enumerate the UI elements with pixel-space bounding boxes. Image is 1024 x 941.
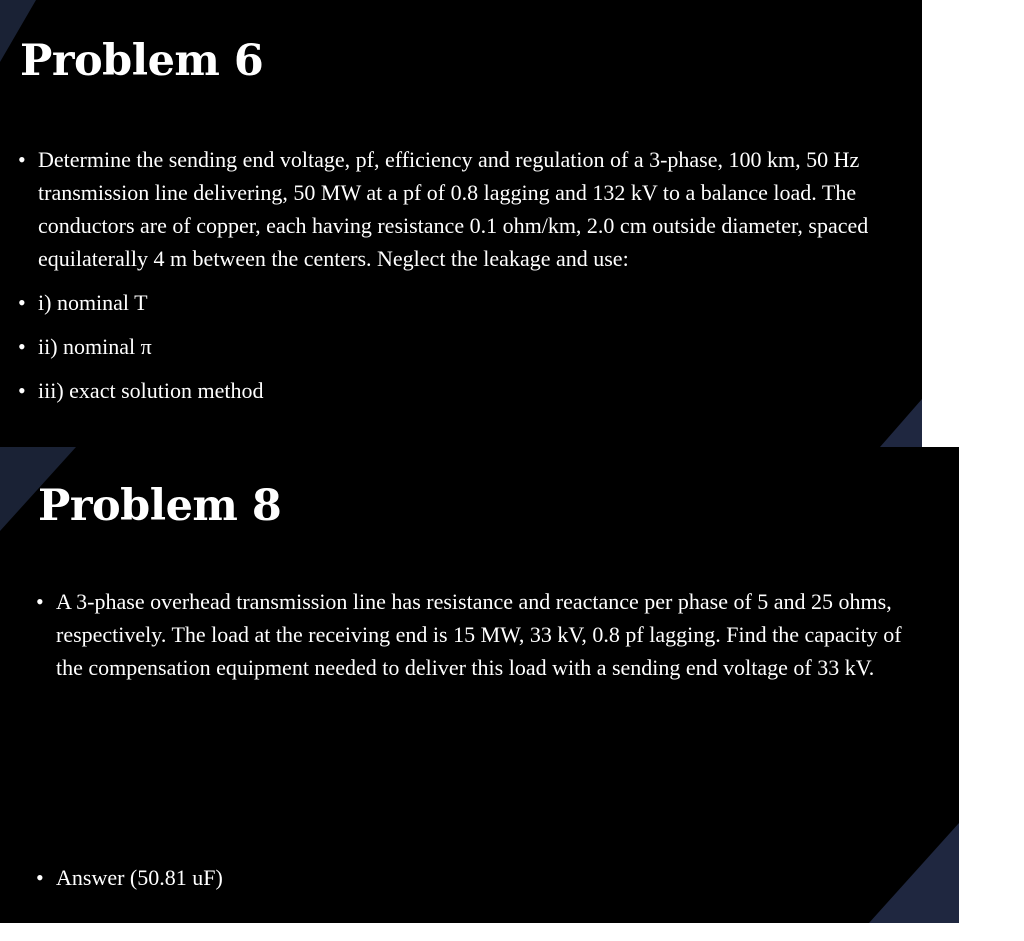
bullet-icon: •	[36, 865, 44, 890]
bullet-text: A 3-phase overhead transmission line has resistance and reactance per phase of 5 and 25 ohms, respectively. The load at the receiving end is 15 MW, 33 kV, 0.8 pf lagging. Find the capacity of the compensation equipment needed to deliver this load with a sending end voltage of 33 kV.	[56, 589, 902, 680]
bullet-text: Determine the sending end voltage, pf, efficiency and regulation of a 3-phase, 100 km, 50 Hz transmission line delivering, 50 MW at a pf of 0.8 lagging and 132 kV to a balance load. The conductors are of copper, each having resistance 0.1 ohm/km, 2.0 cm outside diameter, spaced equilaterally 4 m between the centers. Neglect the leakage and use:	[38, 147, 869, 271]
bullet-icon: •	[18, 290, 26, 315]
bullet-icon: •	[36, 589, 44, 614]
slide-title: Problem 8	[38, 481, 282, 531]
bullet-item	[18, 143, 898, 275]
bullet-icon: •	[18, 147, 26, 172]
bullet-item	[36, 585, 916, 684]
bullet-list	[18, 143, 898, 418]
bullet-item	[18, 330, 898, 363]
slide-title: Problem 6	[20, 36, 264, 86]
answer-item	[36, 861, 456, 894]
slide-problem-6	[0, 0, 922, 447]
bullet-text: i) nominal T	[38, 290, 148, 315]
corner-decoration	[869, 823, 959, 923]
bullet-text: iii) exact solution method	[38, 378, 264, 403]
bullet-icon: •	[18, 378, 26, 403]
bullet-text: ii) nominal π	[38, 334, 152, 359]
bullet-list	[36, 585, 916, 890]
bullet-icon: •	[18, 334, 26, 359]
slide-problem-8	[0, 447, 959, 923]
bullet-item	[18, 374, 898, 407]
bullet-item	[18, 286, 898, 319]
answer-text: Answer (50.81 uF)	[56, 865, 223, 890]
